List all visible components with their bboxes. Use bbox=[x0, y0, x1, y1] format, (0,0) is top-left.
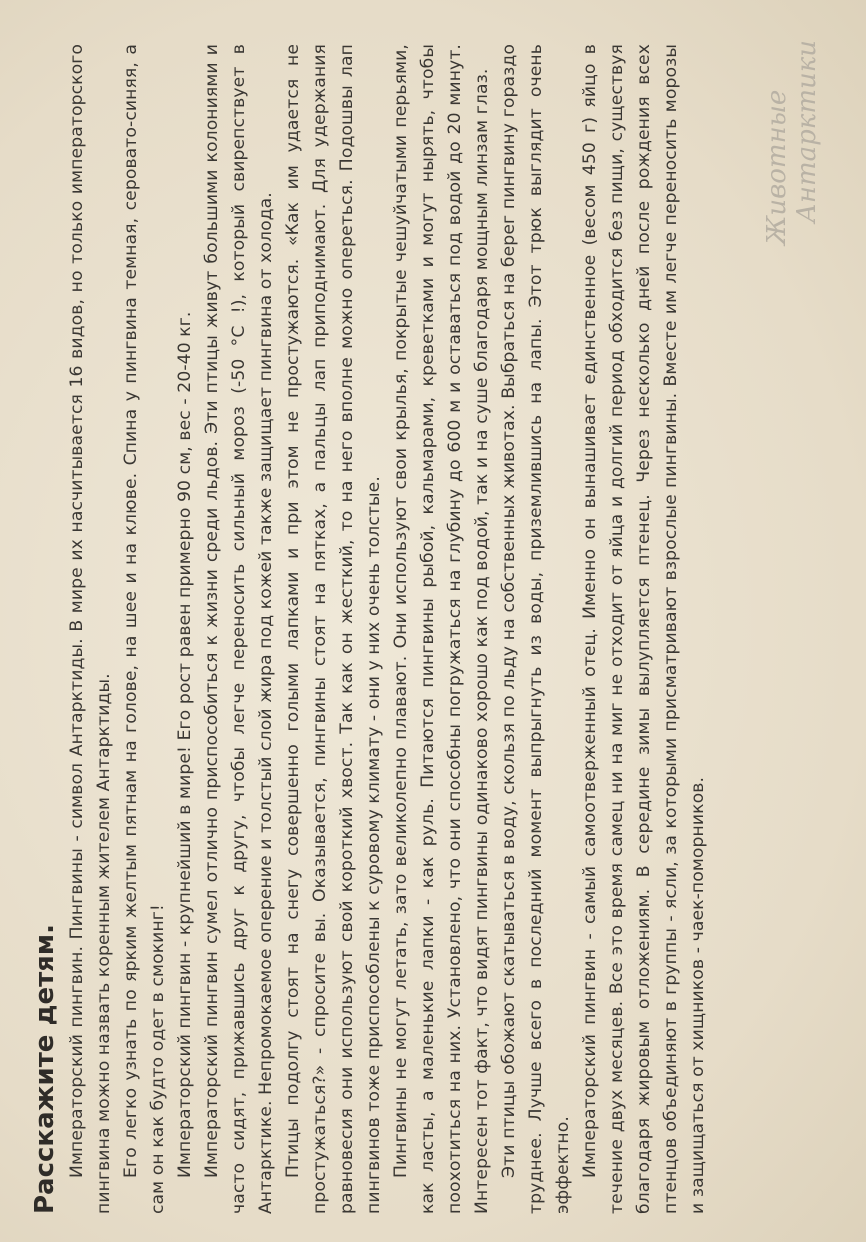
paragraph-cold-adaptation: Императорский пингвин сумел отлично приспособиться к жизни среди льдов. Эти птицы живут большими колониями и часто сидят, прижавшись друг к другу, чтобы легче переносить сильный мороз (-50 °С !), который свирепствует в Антарктике. Непромокаемое оперение и толстый слой жира под кожей также защищает пингвина от холода. bbox=[202, 44, 276, 1214]
paragraph-feet: Птицы подолгу стоят на снегу совершенно голыми лапками и при этом не простужаются. «Как им удается не простужаться?» - спросите вы. Оказывается, пингвины стоят на пятках, а пальцы лап приподнимают. Для удержания равновесия они используют свой короткий хвост. Так как он жесткий, то на него вполне можно опереться. Подошвы лап пингвинов тоже приспособлены к суровому климату - они у них очень толстые. bbox=[283, 44, 384, 1214]
signature-line-2: Антарктики bbox=[792, 40, 822, 223]
paragraph-appearance: Его легко узнать по ярким желтым пятнам на голове, на шее и на клюве. Спина у пингвина темная, серовато-синяя, а сам он как будто одет в смокинг! bbox=[121, 44, 168, 1214]
paragraph-sliding: Эти птицы обожают скатываться в воду, скользя по льду на собственных животах. Выбраться на берег пингвину гораздо труднее. Лучше всего в последний момент выпрыгнуть из воды, приземлившись на лапы. Этот трюк выглядит очень эффектно. bbox=[499, 44, 573, 1214]
paragraph-intro: Императорский пингвин. Пингвины - символ Антарктиды. В мире их насчитывается 16 видов, но только императорского пингвина можно назвать коренным жителем Антарктиды. bbox=[67, 44, 114, 1214]
signature-line-1: Животные bbox=[762, 89, 792, 245]
paragraph-swimming: Пингвины не могут летать, зато великолепно плавают. Они используют свои крылья, покрытые чешуйчатыми перьями, как ласты, а маленькие лапки - как руль. Питаются пингвины рыбой, кальмарами, креветками и могут нырять, чтобы поохотиться на них. Установлено, что они способны погружаться на глубину до 600 м и оставаться под водой до 20 минут. Интересен тот факт, что видят пингвины одинаково хорошо как под водой, так и на суше благодаря мощным линзам глаз. bbox=[391, 44, 492, 1214]
paragraph-size: Императорский пингвин - крупнейший в мире! Его рост равен примерно 90 см, вес - 20-40 кг. bbox=[175, 311, 195, 1178]
series-signature bbox=[762, 40, 822, 245]
paragraph-father: Императорский пингвин - самый самоотверженный отец. Именно он вынашивает единственное (весом 450 г) яйцо в течение двух месяцев. Все это время самец ни на миг не отходит от яйца и долгий период обходится без пищи, существуя благодаря жировым отложениям. В середине зимы вылупляется птенец. Через несколько дней после рождения всех птенцов объединяют в группы - ясли, за которыми присматривают взрослые пингвины. Вместе им легче переносить морозы и защищаться от хищников - чаек-поморников. bbox=[580, 44, 708, 1214]
article-heading: Расскажите детям. bbox=[30, 924, 60, 1214]
article bbox=[28, 44, 828, 1214]
